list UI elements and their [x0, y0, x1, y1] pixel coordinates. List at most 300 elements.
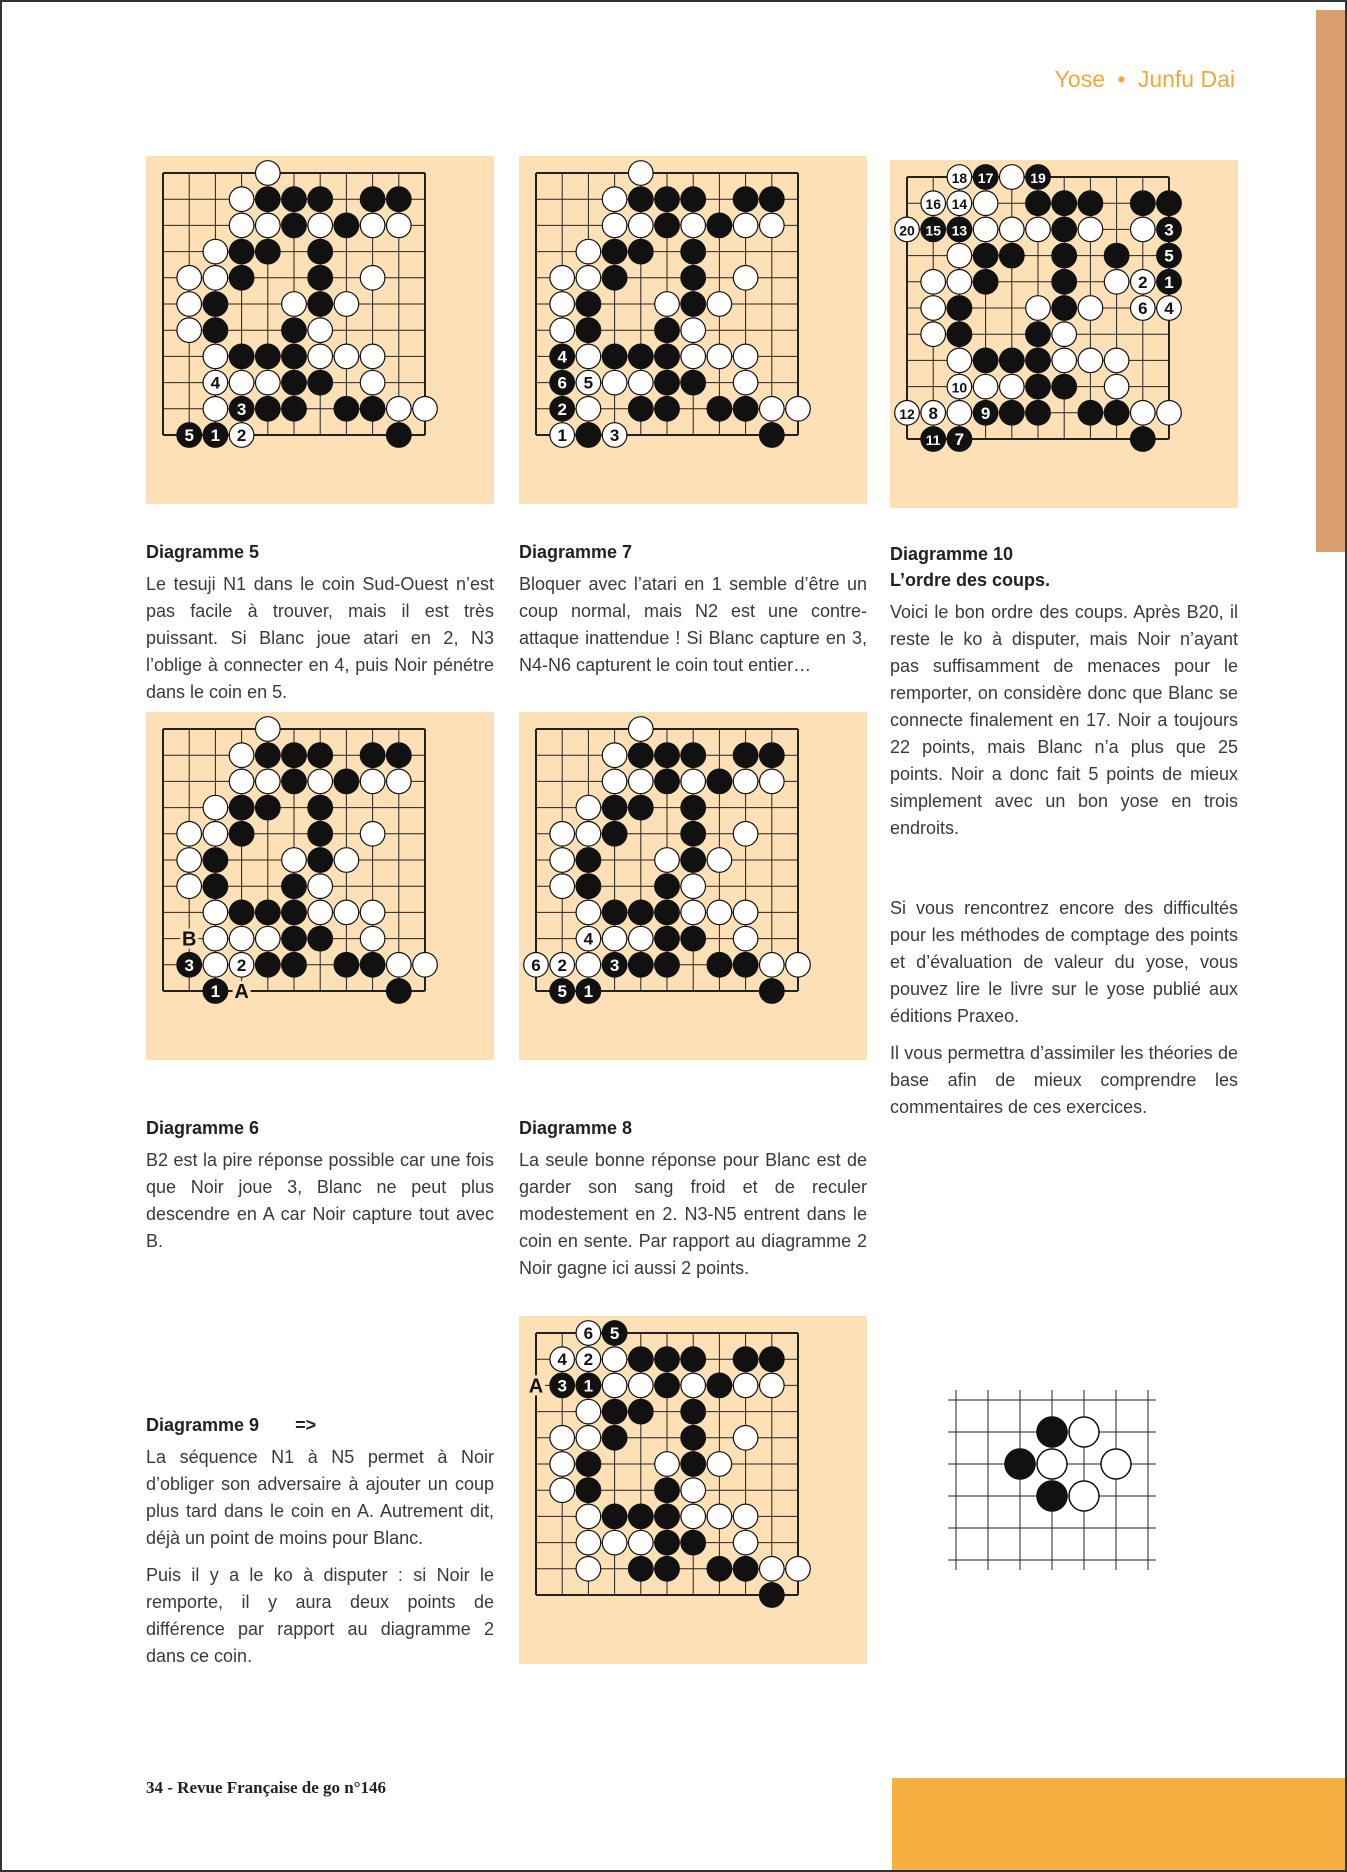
- black-stone: [308, 266, 333, 291]
- white-stone: [733, 266, 758, 291]
- black-stone: [973, 243, 998, 268]
- black-stone: [256, 795, 281, 820]
- move-number: 5: [609, 1324, 620, 1343]
- move-number: 3: [184, 955, 194, 975]
- white-stone: [602, 187, 627, 212]
- black-stone: [308, 795, 333, 820]
- black-stone: [681, 1426, 706, 1451]
- page-footer: 34 - Revue Française de go n°146: [146, 1778, 387, 1797]
- black-stone: [681, 926, 706, 951]
- black-stone: [602, 239, 627, 264]
- white-stone: [733, 900, 758, 925]
- arrow-right-icon: =>: [295, 1415, 317, 1435]
- white-stone: [707, 1504, 732, 1529]
- move-number: 17: [977, 170, 994, 186]
- black-stone: [256, 900, 281, 925]
- black-stone: [655, 926, 680, 951]
- white-stone: [550, 1426, 575, 1451]
- move-number: 16: [925, 196, 941, 213]
- header-section: Yose: [1054, 66, 1105, 92]
- white-stone: [1026, 217, 1051, 242]
- black-stone: [655, 953, 680, 978]
- black-stone: [229, 795, 254, 820]
- white-stone: [602, 1347, 627, 1372]
- white-stone: [550, 822, 575, 847]
- black-stone: [282, 397, 307, 422]
- bottom-color-bar: [892, 1778, 1347, 1872]
- white-stone: [308, 874, 333, 899]
- header-separator: •: [1117, 66, 1126, 92]
- white-stone: [576, 397, 601, 422]
- black-stone: [681, 1399, 706, 1424]
- white-stone: [550, 848, 575, 873]
- white-stone: [334, 848, 359, 873]
- black-stone: [576, 292, 601, 317]
- white-stone: [576, 1426, 601, 1451]
- white-stone: [360, 900, 385, 925]
- white-stone: [602, 370, 627, 395]
- black-stone: [629, 1504, 654, 1529]
- black-stone: [733, 743, 758, 768]
- white-stone: [733, 370, 758, 395]
- black-stone: [602, 266, 627, 291]
- caption-title: Diagramme 6: [146, 1118, 260, 1138]
- move-number: 3: [236, 399, 247, 419]
- white-stone: [229, 370, 254, 395]
- move-number: 10: [951, 379, 968, 396]
- black-stone: [681, 292, 706, 317]
- white-stone: [602, 769, 627, 794]
- black-stone: [1005, 1449, 1035, 1479]
- white-stone: [655, 1452, 680, 1477]
- move-number: 11: [925, 432, 941, 448]
- white-stone: [1069, 1417, 1099, 1447]
- black-stone: [308, 187, 333, 212]
- black-stone: [576, 1452, 601, 1477]
- move-number: 4: [210, 373, 221, 393]
- white-stone: [1131, 217, 1156, 242]
- black-stone: [681, 370, 706, 395]
- black-stone: [707, 769, 732, 794]
- caption-diagram-10: [890, 541, 1238, 842]
- black-stone: [203, 874, 228, 899]
- white-stone: [229, 926, 254, 951]
- caption-title: Diagramme 7: [519, 542, 633, 562]
- move-number: 1: [583, 1376, 594, 1396]
- black-stone: [256, 239, 281, 264]
- white-stone: [360, 822, 385, 847]
- white-stone: [334, 344, 359, 369]
- move-number: 1: [210, 426, 221, 445]
- white-stone: [576, 266, 601, 291]
- white-stone: [360, 213, 385, 238]
- black-stone: [203, 292, 228, 317]
- black-stone: [360, 743, 385, 768]
- white-stone: [177, 318, 202, 343]
- white-stone: [760, 397, 785, 422]
- white-stone: [681, 1504, 706, 1529]
- black-stone: [387, 423, 412, 448]
- black-stone: [681, 1530, 706, 1555]
- black-stone: [203, 848, 228, 873]
- black-stone: [203, 318, 228, 343]
- move-number: 4: [557, 1350, 567, 1370]
- move-number: 5: [583, 373, 594, 393]
- black-stone: [308, 743, 333, 768]
- black-stone: [387, 979, 412, 1004]
- black-stone: [308, 848, 333, 873]
- white-stone: [229, 769, 254, 794]
- running-header: [1055, 66, 1235, 93]
- caption-text: Bloquer avec l’atari en 1 semble d’être un coup normal, mais N2 est une contre-attaque inattendue ! Si Blanc capture en 3, N4-N6 capturent le coin tout entier…: [519, 574, 867, 675]
- white-stone: [733, 769, 758, 794]
- white-stone: [681, 344, 706, 369]
- white-stone: [1078, 348, 1103, 373]
- black-stone: [655, 743, 680, 768]
- black-stone: [681, 743, 706, 768]
- black-stone: [360, 187, 385, 212]
- caption-text: Puis il y a le ko à disputer : si Noir le remporte, il y aura deux points de différence par rapport au diagramme 2 dans ce coin.: [146, 1565, 494, 1666]
- white-stone: [576, 1504, 601, 1529]
- white-stone: [550, 318, 575, 343]
- white-stone: [177, 874, 202, 899]
- white-stone: [733, 1373, 758, 1398]
- black-stone: [256, 397, 281, 422]
- white-stone: [334, 292, 359, 317]
- caption-diagram-7: [519, 539, 867, 679]
- white-stone: [203, 397, 228, 422]
- white-stone: [256, 213, 281, 238]
- white-stone: [760, 213, 785, 238]
- black-stone: [229, 266, 254, 291]
- move-number: 20: [899, 222, 915, 239]
- white-stone: [629, 926, 654, 951]
- black-stone: [256, 187, 281, 212]
- white-stone: [413, 953, 438, 978]
- black-stone: [1052, 243, 1077, 268]
- caption-title: [146, 1412, 494, 1438]
- move-number: 5: [1164, 246, 1174, 266]
- black-stone: [655, 318, 680, 343]
- white-stone: [256, 769, 281, 794]
- white-stone: [973, 191, 998, 216]
- white-stone: [1026, 296, 1051, 321]
- black-stone: [973, 348, 998, 373]
- black-stone: [334, 213, 359, 238]
- white-stone: [921, 296, 946, 321]
- caption-text: Le tesuji N1 dans le coin Sud-Ouest n’est pas facile à trouver, mais il est très puissant. Si Blanc joue atari en 2, N3 l’oblige à connecter en 4, puis Noir pénétre dans le coin en 5.: [146, 574, 494, 702]
- black-stone: [655, 213, 680, 238]
- black-stone: [1052, 374, 1077, 399]
- black-stone: [733, 953, 758, 978]
- diagram-9-board: [519, 1316, 867, 1664]
- black-stone: [576, 874, 601, 899]
- white-stone: [550, 292, 575, 317]
- white-stone: [203, 822, 228, 847]
- black-stone: [760, 979, 785, 1004]
- move-number: 5: [557, 982, 567, 1001]
- ko-shape-board: [942, 1380, 1187, 1580]
- white-stone: [550, 874, 575, 899]
- black-stone: [1037, 1481, 1067, 1511]
- white-stone: [334, 900, 359, 925]
- move-number: 6: [557, 373, 567, 393]
- black-stone: [282, 213, 307, 238]
- black-stone: [256, 743, 281, 768]
- black-stone: [282, 900, 307, 925]
- black-stone: [387, 743, 412, 768]
- white-stone: [229, 743, 254, 768]
- white-stone: [576, 822, 601, 847]
- black-stone: [681, 822, 706, 847]
- move-number: 4: [1164, 299, 1174, 318]
- white-stone: [576, 1557, 601, 1582]
- white-stone: [387, 953, 412, 978]
- move-number: 2: [557, 955, 567, 975]
- white-stone: [629, 1530, 654, 1555]
- white-stone: [387, 213, 412, 238]
- white-stone: [947, 348, 972, 373]
- black-stone: [655, 769, 680, 794]
- black-stone: [629, 187, 654, 212]
- black-stone: [629, 1557, 654, 1582]
- white-stone: [1052, 348, 1077, 373]
- black-stone: [733, 1557, 758, 1582]
- white-stone: [256, 926, 281, 951]
- white-stone: [308, 900, 333, 925]
- black-stone: [282, 370, 307, 395]
- black-stone: [576, 848, 601, 873]
- diagram-7-board: [519, 156, 867, 504]
- black-stone: [707, 213, 732, 238]
- black-stone: [681, 1347, 706, 1372]
- black-stone: [629, 1399, 654, 1424]
- white-stone: [550, 1452, 575, 1477]
- black-stone: [629, 900, 654, 925]
- black-stone: [1052, 217, 1077, 242]
- caption-text: La séquence N1 à N5 permet à Noir d’obliger son adversaire à ajouter un coup plus tard dans le coin en A. Autrement dit, déjà un point de moins pour Blanc.: [146, 1447, 494, 1548]
- move-number: 19: [1030, 170, 1046, 186]
- black-stone: [1000, 348, 1025, 373]
- black-stone: [229, 344, 254, 369]
- white-stone: [256, 370, 281, 395]
- black-stone: [733, 1347, 758, 1372]
- caption-subtitle: L’ordre des coups.: [890, 570, 1051, 590]
- white-stone: [203, 795, 228, 820]
- black-stone: [1052, 191, 1077, 216]
- caption-text: Voici le bon ordre des coups. Après B20, il reste le ko à disputer, mais Noir n’ayant pas suffisamment de menaces pour le remporter, on considère donc que Blanc se connecte finalement en 17. Noir a toujours 22 points, mais Blanc n’a plus que 25 points. Noir a donc fait 5 points de mieux simplement avec un bon yose en trois endroits.: [890, 602, 1238, 838]
- move-number: 8: [928, 403, 938, 423]
- white-stone: [1078, 217, 1103, 242]
- black-stone: [681, 1452, 706, 1477]
- white-stone: [203, 953, 228, 978]
- black-stone: [655, 1530, 680, 1555]
- white-stone: [733, 822, 758, 847]
- white-stone: [282, 848, 307, 873]
- white-stone: [1078, 296, 1103, 321]
- white-stone: [707, 292, 732, 317]
- black-stone: [602, 1399, 627, 1424]
- black-stone: [1131, 427, 1156, 452]
- black-stone: [707, 1557, 732, 1582]
- white-stone: [733, 213, 758, 238]
- black-stone: [602, 1504, 627, 1529]
- white-stone: [602, 1373, 627, 1398]
- white-stone: [707, 344, 732, 369]
- black-stone: [1052, 270, 1077, 295]
- white-stone: [203, 900, 228, 925]
- move-number: 1: [557, 426, 567, 445]
- white-stone: [760, 953, 785, 978]
- point-label: A: [528, 1375, 544, 1398]
- black-stone: [681, 187, 706, 212]
- caption-text: B2 est la pire réponse possible car une fois que Noir joue 3, Blanc ne peut plus descendre en A car Noir capture tout avec B.: [146, 1150, 494, 1251]
- black-stone: [947, 296, 972, 321]
- black-stone: [282, 318, 307, 343]
- black-stone: [760, 187, 785, 212]
- move-number: 6: [531, 955, 541, 975]
- black-stone: [282, 769, 307, 794]
- move-number: 5: [184, 426, 194, 445]
- black-stone: [308, 292, 333, 317]
- white-stone: [177, 292, 202, 317]
- white-stone: [602, 213, 627, 238]
- white-stone: [360, 769, 385, 794]
- white-stone: [550, 266, 575, 291]
- black-stone: [947, 322, 972, 347]
- white-stone: [308, 769, 333, 794]
- white-stone: [360, 344, 385, 369]
- black-stone: [655, 874, 680, 899]
- move-number: 2: [236, 955, 247, 975]
- black-stone: [334, 953, 359, 978]
- move-number: 3: [609, 955, 620, 975]
- white-stone: [629, 213, 654, 238]
- white-stone: [256, 717, 281, 742]
- black-stone: [602, 795, 627, 820]
- caption-diagram-5: [146, 539, 494, 706]
- black-stone: [1131, 191, 1156, 216]
- white-stone: [947, 401, 972, 426]
- black-stone: [387, 187, 412, 212]
- white-stone: [629, 370, 654, 395]
- black-stone: [629, 397, 654, 422]
- point-label: A: [234, 981, 249, 1003]
- move-number: 3: [557, 1376, 567, 1396]
- white-stone: [177, 848, 202, 873]
- black-stone: [655, 397, 680, 422]
- caption-text: La seule bonne réponse pour Blanc est de garder son sang froid et de reculer modestement en 2. N3-N5 entrent dans le coin en sente. Par rapport au diagramme 2 Noir gagne ici aussi 2 points.: [519, 1150, 867, 1278]
- black-stone: [655, 370, 680, 395]
- black-stone: [1026, 401, 1051, 426]
- black-stone: [760, 1347, 785, 1372]
- move-number: 2: [557, 399, 567, 419]
- black-stone: [229, 900, 254, 925]
- white-stone: [308, 213, 333, 238]
- black-stone: [334, 397, 359, 422]
- move-number: 2: [236, 426, 247, 445]
- black-stone: [629, 743, 654, 768]
- caption-diagram-10-note: [890, 895, 1238, 1121]
- black-stone: [360, 953, 385, 978]
- black-stone: [308, 822, 333, 847]
- black-stone: [229, 239, 254, 264]
- white-stone: [1101, 1449, 1131, 1479]
- white-stone: [203, 344, 228, 369]
- black-stone: [707, 953, 732, 978]
- black-stone: [1104, 401, 1129, 426]
- white-stone: [760, 1557, 785, 1582]
- caption-title: Diagramme 5: [146, 542, 260, 562]
- white-stone: [576, 344, 601, 369]
- white-stone: [1037, 1449, 1067, 1479]
- caption-diagram-8: [519, 1115, 867, 1282]
- black-stone: [229, 822, 254, 847]
- black-stone: [334, 769, 359, 794]
- black-stone: [1026, 322, 1051, 347]
- move-number: 12: [899, 405, 915, 422]
- black-stone: [1000, 401, 1025, 426]
- white-stone: [1157, 401, 1182, 426]
- white-stone: [602, 926, 627, 951]
- black-stone: [1000, 243, 1025, 268]
- white-stone: [921, 322, 946, 347]
- white-stone: [786, 953, 811, 978]
- black-stone: [1157, 191, 1182, 216]
- white-stone: [681, 213, 706, 238]
- move-number: 1: [210, 982, 221, 1001]
- black-stone: [282, 344, 307, 369]
- black-stone: [733, 187, 758, 212]
- white-stone: [681, 318, 706, 343]
- black-stone: [256, 344, 281, 369]
- white-stone: [629, 717, 654, 742]
- white-stone: [576, 795, 601, 820]
- white-stone: [229, 187, 254, 212]
- white-stone: [576, 1530, 601, 1555]
- black-stone: [655, 900, 680, 925]
- black-stone: [707, 1373, 732, 1398]
- black-stone: [655, 1557, 680, 1582]
- move-number: 3: [609, 426, 620, 445]
- move-number: 9: [980, 403, 991, 423]
- black-stone: [681, 848, 706, 873]
- white-stone: [308, 344, 333, 369]
- white-stone: [550, 1478, 575, 1503]
- white-stone: [413, 397, 438, 422]
- black-stone: [760, 1583, 785, 1608]
- black-stone: [256, 953, 281, 978]
- header-author: Junfu Dai: [1137, 66, 1235, 92]
- black-stone: [1052, 296, 1077, 321]
- white-stone: [1000, 217, 1025, 242]
- black-stone: [308, 370, 333, 395]
- black-stone: [655, 1373, 680, 1398]
- black-stone: [760, 743, 785, 768]
- point-label: B: [181, 928, 197, 951]
- move-number: 2: [1138, 272, 1148, 292]
- white-stone: [308, 318, 333, 343]
- white-stone: [576, 953, 601, 978]
- black-stone: [1026, 191, 1051, 216]
- black-stone: [973, 270, 998, 295]
- white-stone: [256, 161, 281, 186]
- move-number: 4: [557, 347, 567, 367]
- black-stone: [576, 1478, 601, 1503]
- move-number: 15: [925, 222, 941, 239]
- move-number: 1: [583, 982, 594, 1001]
- black-stone: [282, 953, 307, 978]
